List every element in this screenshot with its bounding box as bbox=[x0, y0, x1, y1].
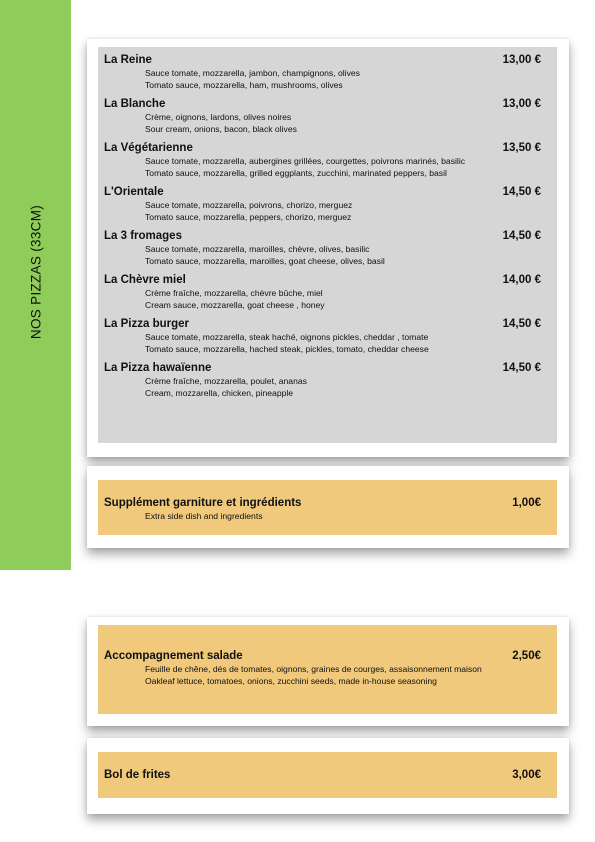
frites-name: Bol de frites bbox=[104, 769, 171, 781]
menu-item bbox=[104, 229, 541, 267]
item-name: La Chèvre miel bbox=[104, 274, 186, 286]
salade-desc-fr: Feuille de chêne, dés de tomates, oignons, graines de courges, assaisonnement maison bbox=[145, 664, 482, 674]
item-price: 14,00 € bbox=[502, 274, 541, 286]
supplement-desc-en: Extra side dish and ingredients bbox=[145, 511, 263, 521]
menu-item bbox=[104, 185, 541, 223]
item-price: 14,50 € bbox=[502, 186, 541, 198]
item-desc-fr: Sauce tomate, mozzarella, poivrons, chorizo, merguez bbox=[145, 200, 353, 210]
salade-price: 2,50€ bbox=[512, 650, 541, 662]
item-desc-fr: Crème, oignons, lardons, olives noires bbox=[145, 112, 292, 122]
item-desc-en: Cream, mozzarella, chicken, pineapple bbox=[145, 387, 294, 398]
item-price: 13,00 € bbox=[502, 54, 541, 66]
menu-item bbox=[104, 361, 541, 399]
item-name: La Pizza hawaïenne bbox=[104, 362, 212, 374]
item-desc-en: Sour cream, onions, bacon, black olives bbox=[145, 123, 297, 134]
item-name: La Végétarienne bbox=[104, 142, 193, 154]
item-desc-fr: Crème fraîche, mozzarella, poulet, ananas bbox=[145, 376, 307, 386]
item-price: 14,50 € bbox=[502, 230, 541, 242]
item-price: 13,00 € bbox=[502, 98, 541, 110]
item-desc-fr: Crème fraîche, mozzarella, chèvre bûche, miel bbox=[145, 288, 323, 298]
item-name: La 3 fromages bbox=[104, 230, 182, 242]
item-price: 13,50 € bbox=[502, 142, 541, 154]
salade-item bbox=[104, 649, 541, 687]
item-name: La Blanche bbox=[104, 98, 166, 110]
section-side-band bbox=[0, 0, 71, 570]
item-price: 14,50 € bbox=[502, 362, 541, 374]
salade-name: Accompagnement salade bbox=[104, 650, 243, 662]
item-price: 14,50 € bbox=[502, 318, 541, 330]
item-desc-en: Tomato sauce, mozzarella, peppers, chorizo, merguez bbox=[145, 211, 352, 222]
menu-item bbox=[104, 273, 541, 311]
item-desc-fr: Sauce tomate, mozzarella, maroilles, chèvre, olives, basilic bbox=[145, 244, 370, 254]
salade-desc-en: Oakleaf lettuce, tomatoes, onions, zucchini seeds, made in-house seasoning bbox=[145, 675, 437, 686]
item-desc-en: Tomato sauce, mozzarella, ham, mushrooms, olives bbox=[145, 79, 343, 90]
item-desc-en: Tomato sauce, mozzarella, maroilles, goat cheese, olives, basil bbox=[145, 255, 385, 266]
supplement-price: 1,00€ bbox=[512, 497, 541, 509]
frites-price: 3,00€ bbox=[512, 769, 541, 781]
menu-item bbox=[104, 141, 541, 179]
frites-item bbox=[104, 768, 541, 782]
supplement-name: Supplément garniture et ingrédients bbox=[104, 497, 302, 509]
section-label: NOS PIZZAS (33CM) bbox=[28, 204, 44, 340]
supplement-item bbox=[104, 496, 541, 523]
item-desc-en: Cream sauce, mozzarella, goat cheese , honey bbox=[145, 299, 325, 310]
menu-item bbox=[104, 53, 541, 91]
menu-item bbox=[104, 317, 541, 355]
item-desc-fr: Sauce tomate, mozzarella, jambon, champignons, olives bbox=[145, 68, 360, 78]
item-desc-en: Tomato sauce, mozzarella, hached steak, pickles, tomato, cheddar cheese bbox=[145, 343, 429, 354]
item-desc-fr: Sauce tomate, mozzarella, aubergines grillées, courgettes, poivrons marinés, basilic bbox=[145, 156, 466, 166]
item-name: La Pizza burger bbox=[104, 318, 189, 330]
menu-item bbox=[104, 97, 541, 135]
item-name: L'Orientale bbox=[104, 186, 164, 198]
item-name: La Reine bbox=[104, 54, 152, 66]
item-desc-en: Tomato sauce, mozzarella, grilled eggplants, zucchini, marinated peppers, basil bbox=[145, 167, 447, 178]
item-desc-fr: Sauce tomate, mozzarella, steak haché, oignons pickles, cheddar , tomate bbox=[145, 332, 429, 342]
